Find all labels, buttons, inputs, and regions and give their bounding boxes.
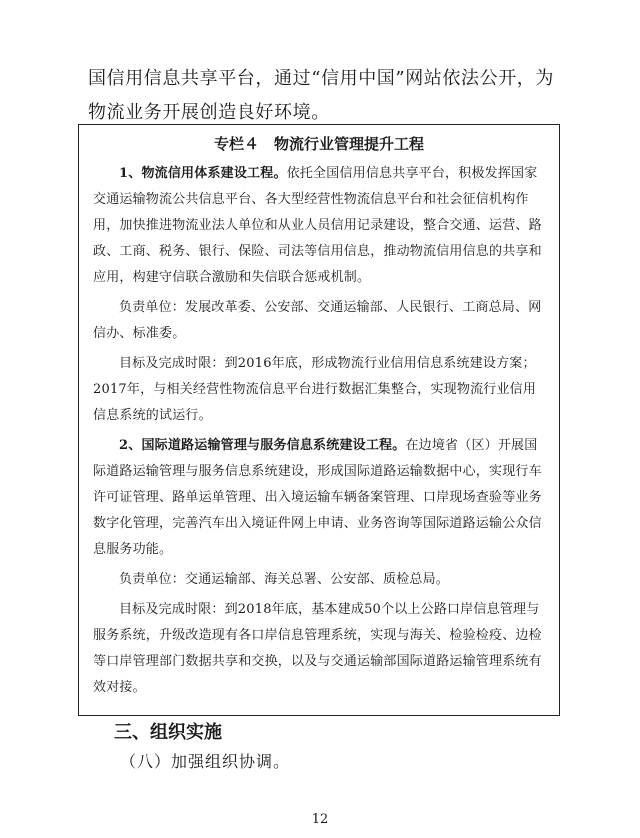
section-heading: 三、组织实施: [114, 722, 222, 743]
item-2-responsible: 负责单位：交通运输部、海关总署、公安部、质检总局。: [119, 572, 450, 587]
item-1-body: [93, 161, 545, 291]
item-1-responsible: 负责单位：发展改革委、公安部、交通运输部、人民银行、工商总局、网信办、标准委。: [93, 300, 542, 341]
item-2-target: 目标及完成时限：到2018年底，基本建成50个以上公路口岸信息管理与服务系统，升级改造现有各口岸信息管理系统，实现与海关、检验检疫、边检等口岸管理部门数据共享和交换，以及与交通运输部国际道路运输管理系统有效对接。: [93, 602, 542, 695]
box-title: 专栏４ 物流行业管理提升工程: [213, 135, 424, 153]
item-1-target: 目标及完成时限：到2016年底，形成物流行业信用信息系统建设方案；2017年，与相关经营性物流信息平台进行数据汇集整合，实现物流行业信用信息系统的试运行。: [93, 356, 537, 423]
item-2-lead: 2、国际道路运输管理与服务信息系统建设工程。: [119, 438, 406, 453]
sub-heading: （八）加强组织协调。: [120, 752, 291, 771]
item-1-lead: 1、物流信用体系建设工程。: [119, 166, 287, 181]
intro-paragraph: 国信用信息共享平台，通过“信用中国”网站依法公开，为物流业务开展创造良好环境。: [88, 68, 555, 123]
item-1-text: 依托全国信用信息共享平台，积极发挥国家交通运输物流公共信息平台、各大型经营性物流信息平台和社会征信机构作用，加快推进物流业法人单位和从业人员信用记录建设，整合交通、运营、路政、工商、税务、银行、保险、司法等信用信息，推动物流信用信息的共享和应用，构建守信联合激励和失信联合惩戒机制。: [93, 166, 542, 285]
page-number: 12: [311, 812, 329, 827]
feature-box: [78, 124, 560, 716]
item-2-body: [93, 433, 545, 563]
item-2-text: 在边境省（区）开展国际道路运输管理与服务信息系统建设，形成国际道路运输数据中心，实现行车许可证管理、路单运单管理、出入境运输车辆备案管理、口岸现场查验等业务数字化管理，完善汽车出入境证件网上申请、业务咨询等国际道路运输公众信息服务功能。: [93, 438, 542, 557]
